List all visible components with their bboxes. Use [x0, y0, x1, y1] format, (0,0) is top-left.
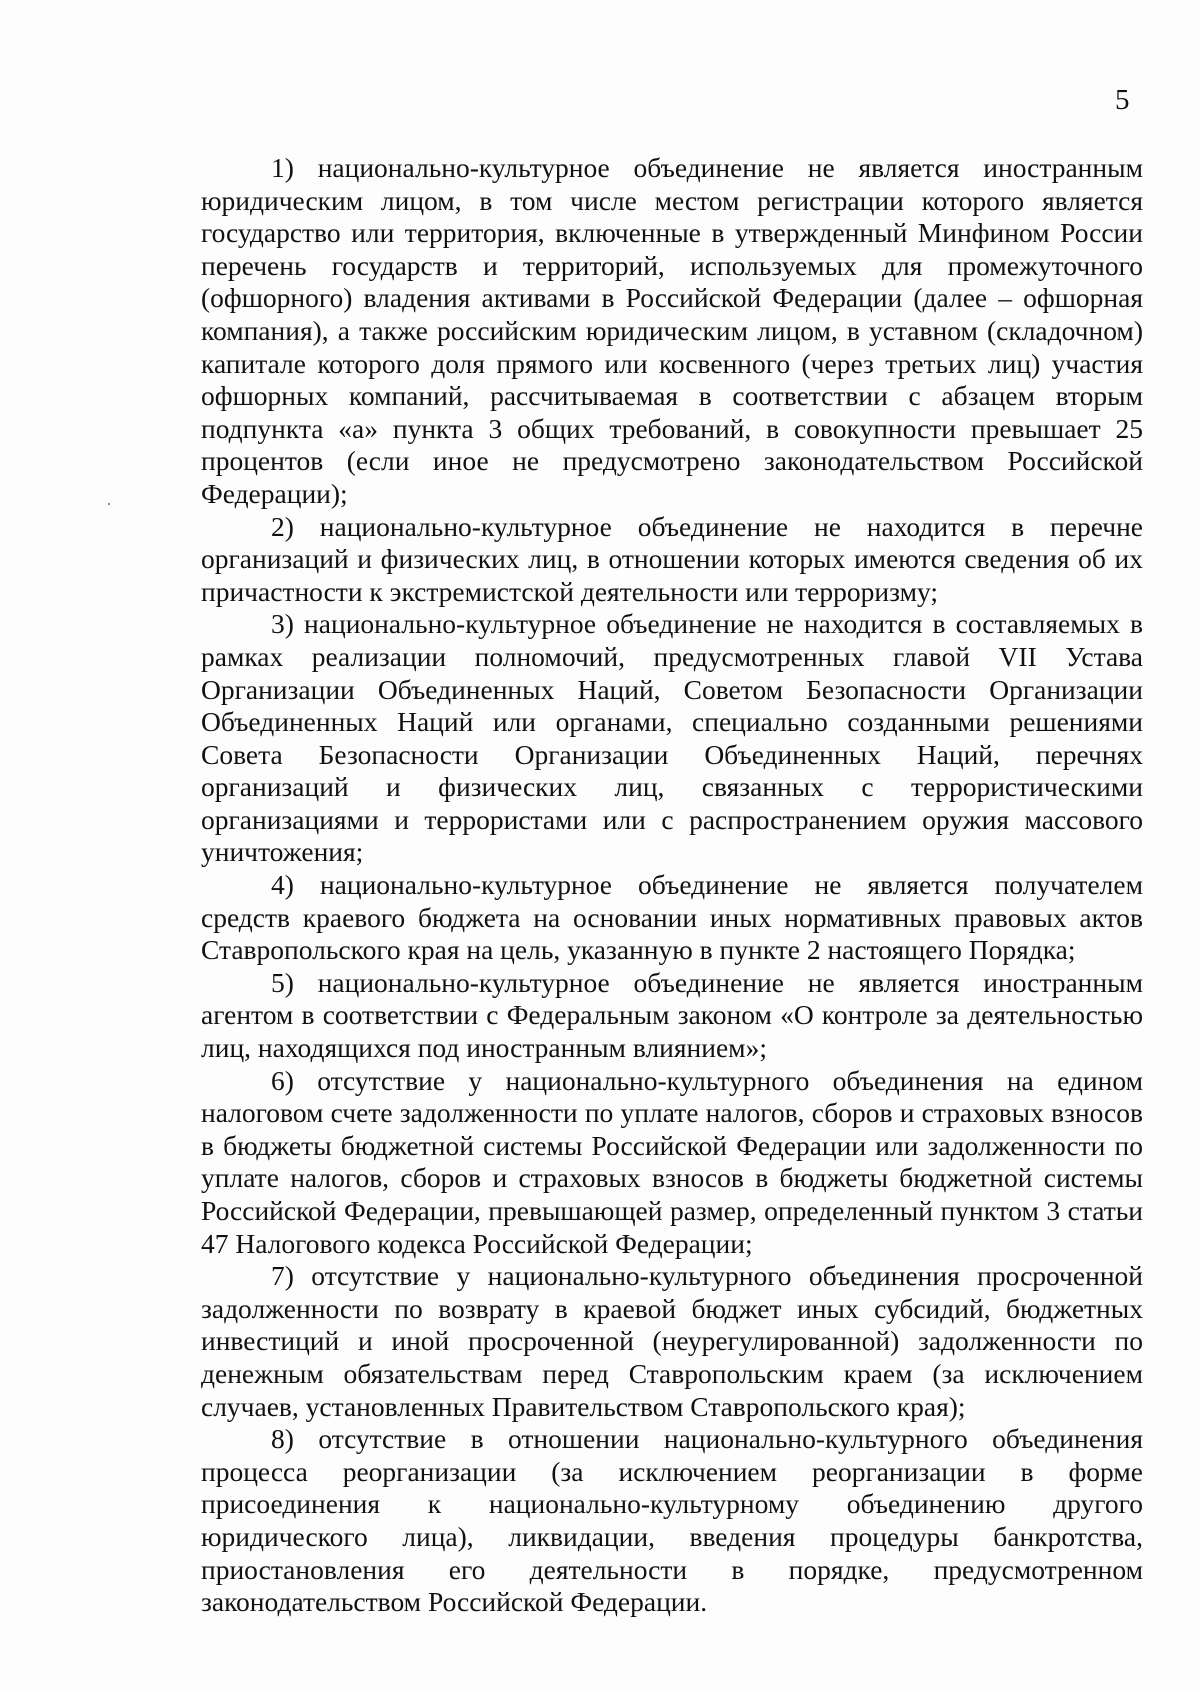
paragraph-item-5: 5) национально-культурное объединение не является иностранным агентом в соответствии с Федеральным законом «О контроле за деятельностью лиц, находящихся под иностранным влиянием»; [201, 966, 1143, 1064]
page-number: 5 [1115, 84, 1130, 116]
paragraph-item-7: 7) отсутствие у национально-культурного объединения просроченной задолженности по возврату в краевой бюджет иных субсидий, бюджетных инвестиций и иной просроченной (неурегулированной) задолженности по денежным обязательствам перед Ставропольским краем (за исключением случаев, установленных Правительством Ставропольского края); [201, 1260, 1143, 1422]
paragraph-item-3: 3) национально-культурное объединение не находится в составляемых в рамках реализации полномочий, предусмотренных главой VII Устава Организации Объединенных Наций, Советом Безопасности Организации Объединенных Наций или органами, специально созданными решениями Совета Безопасности Организации Объединенных Наций, перечнях организаций и физических лиц, связанных с террористическими организациями и террористами или с распространением оружия массового уничтожения; [201, 608, 1143, 868]
paragraph-item-8: 8) отсутствие в отношении национально-культурного объединения процесса реорганизации (за исключением реорганизации в форме присоединения к национально-культурному объединению другого юридического лица), ликвидации, введения процедуры банкротства, приостановления его деятельности в порядке, предусмотренном законодательством Российской Федерации. [201, 1423, 1143, 1618]
paragraph-item-1: 1) национально-культурное объединение не является иностранным юридическим лицом, в том числе местом регистрации которого является государство или территория, включенные в утвержденный Минфином России перечень государств и территорий, используемых для промежуточного (офшорного) владения активами в Российской Федерации (далее – офшорная компания), а также российским юридическим лицом, в уставном (складочном) капитале которого доля прямого или косвенного (через третьих лиц) участия офшорных компаний, рассчитываемая в соответствии с абзацем вторым подпункта «а» пункта 3 общих требований, в совокупности превышает 25 процентов (если иное не предусмотрено законодательством Российской Федерации); [201, 152, 1143, 509]
paragraph-item-2: 2) национально-культурное объединение не находится в перечне организаций и физических лиц, в отношении которых имеются сведения об их причастности к экстремистской деятельности или терроризму; [201, 510, 1143, 607]
scan-speck [108, 503, 110, 505]
paragraph-item-6: 6) отсутствие у национально-культурного объединения на едином налоговом счете задолженности по уплате налогов, сборов и страховых взносов в бюджеты бюджетной системы Российской Федерации или задолженности по уплате налогов, сборов и страховых взносов в бюджеты бюджетной системы Российской Федерации, превышающей размер, определенный пунктом 3 статьи 47 Налогового кодекса Российской Федерации; [201, 1064, 1143, 1259]
document-body [201, 152, 1143, 1619]
paragraph-item-4: 4) национально-культурное объединение не является получателем средств краевого бюджета на основании иных нормативных правовых актов Ставропольского края на цель, указанную в пункте 2 настоящего Порядка; [201, 869, 1143, 966]
